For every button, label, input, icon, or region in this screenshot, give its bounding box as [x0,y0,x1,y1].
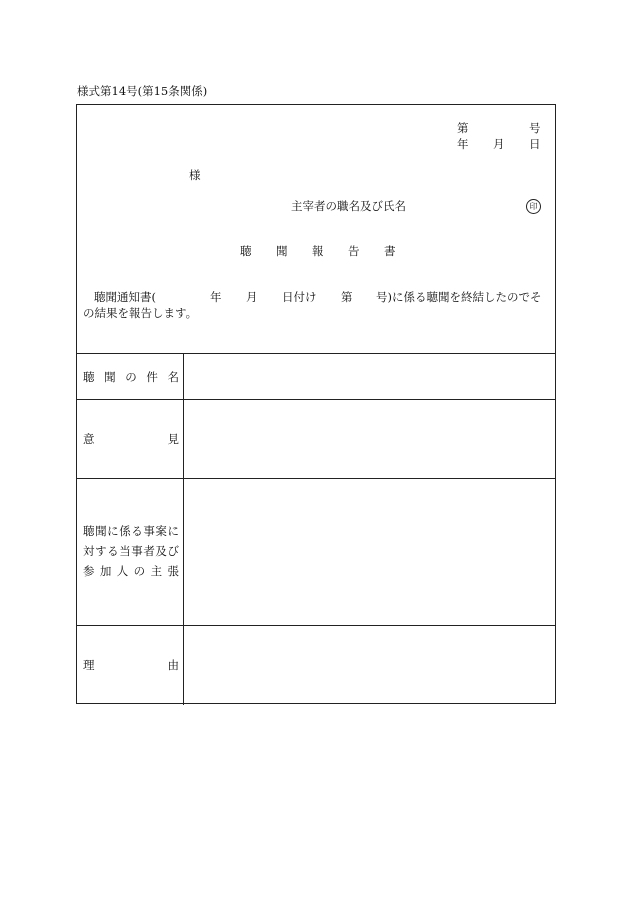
date-month: 月 [493,137,505,151]
number-suffix: 号 [529,121,541,135]
column-divider [183,353,184,705]
divider [77,625,555,626]
presider-label: 主宰者の職名及び氏名 [291,199,406,213]
form-title: 様式第14号(第15条関係) [77,84,208,98]
row-label-opinion: 意 見 [83,432,179,446]
divider [77,399,555,400]
date-day: 日 [529,137,541,151]
body-year: 年 [210,290,222,304]
body-dated: 日付け [282,290,317,304]
seal-icon: 印 [526,199,541,214]
date-year: 年 [457,137,469,151]
body-no: 第 [341,290,353,304]
doc-title-char: 報 [312,244,324,258]
addressee-suffix: 様 [189,168,201,182]
doc-title-char: 書 [384,244,396,258]
body-month: 月 [246,290,258,304]
doc-title-char: 聴 [240,244,252,258]
row-label-claims: 聴 聞 に 係 る 事 案 に 対 す る 当 事 者 及 び 参 加 人 の 主 張 [83,524,179,578]
doc-title-char: 聞 [276,244,288,258]
number-prefix: 第 [457,121,469,135]
body-text-start: 聴聞通知書( [94,290,156,304]
divider [77,478,555,479]
doc-title-char: 告 [348,244,360,258]
body-text-end: 号)に係る聴聞を終結したのでそ [376,290,542,304]
report-form [76,104,556,704]
body-text-line2: の結果を報告します。 [83,306,198,320]
divider [77,353,555,354]
row-label-reason: 理 由 [83,658,179,672]
row-label-hearing-subject: 聴 聞 の 件 名 [83,370,179,384]
